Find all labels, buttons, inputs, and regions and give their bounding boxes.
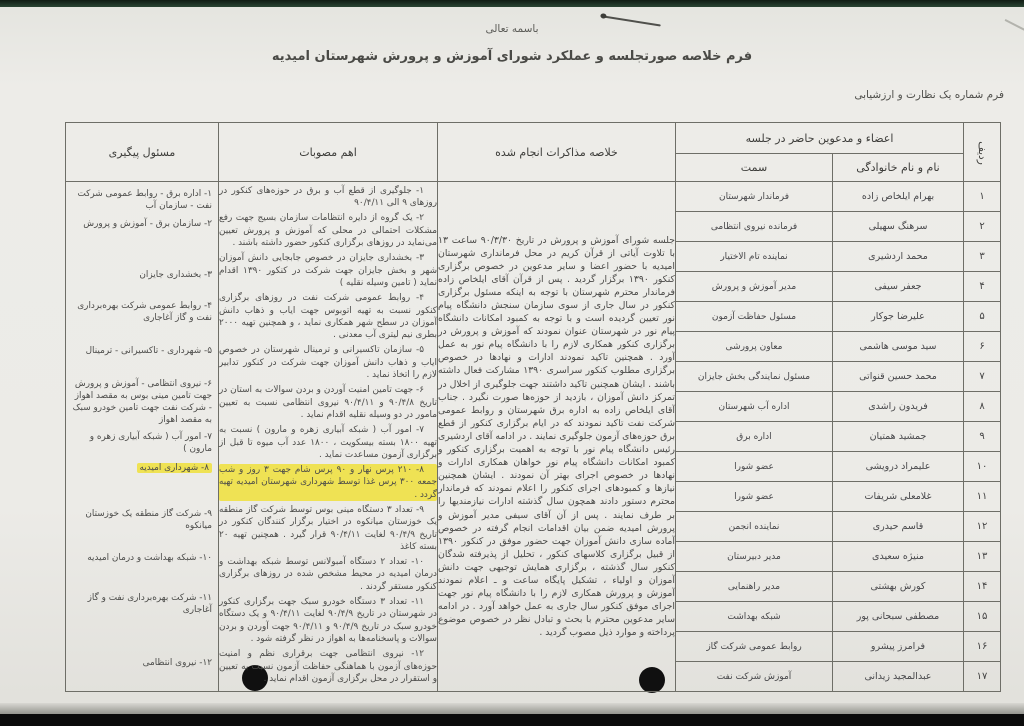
attendee-position: مدیر آموزش و پرورش (676, 272, 833, 302)
follow-up-item: ۱۲- نیروی انتظامی (142, 658, 212, 668)
attendee-position: روابط عمومی شرکت گاز (676, 632, 833, 662)
attendee-position: عضو شورا (676, 452, 833, 482)
resolution-item: ۱- جلوگیری از قطع آب و برق در حوزه‌های کنکور در روزهای ۹ الی ۹۰/۴/۱۱ (219, 185, 437, 209)
attendee-row-number: ۱۵ (964, 602, 1001, 632)
attendee-position: آموزش شرکت نفت (676, 662, 833, 692)
attendee-position: اداره برق (676, 422, 833, 452)
follow-up-item: ۷- امور آب ( شبکه آبیاری زهره و مارون ) (89, 432, 212, 454)
follow-up-item: ۳- بخشداری جایزان (139, 270, 212, 280)
scan-bottom-edge (0, 714, 1024, 726)
attendee-position: فرمانده نیروی انتظامی (676, 212, 833, 242)
attendee-row-number: ۱ (964, 182, 1001, 212)
resolution-item: ۳- بخشداری جایزان در خصوص جابجایی دانش آموزان شهر و بخش جایزان جهت شرکت در کنکور ۱۳۹۰ اقدام نماید ( تامین وسیله نقلیه ) (219, 253, 438, 288)
attendee-name: منیژه سعیدی (833, 542, 964, 572)
attendee-row-number: ۱۷ (964, 662, 1001, 692)
attendee-row-number: ۱۴ (964, 572, 1001, 602)
follow-up-item: ۶- نیروی انتظامی - آموزش و پرورش جهت تامین مینی بوس به مقصد اهواز - شرکت نفت جهت تامین خودرو سبک به مقصد اهواز (72, 379, 212, 425)
attendee-position: مسئول نمایندگی بخش جایزان (676, 362, 833, 392)
attendee-name: غلامعلی شریفات (833, 482, 964, 512)
attendee-row-number: ۶ (964, 332, 1001, 362)
attendee-name: علیرضا جوکار (833, 302, 964, 332)
resolution-item: ۲- یک گروه از دایره انتظامات سازمان بسیج جهت رفع مشکلات احتمالی در محلی که آموزش و پرورش تعیین می‌نماید در روزهای برگزاری کنکور حضور داشته باشند . (219, 213, 437, 249)
attendee-name: مصطفی سبحانی پور (833, 602, 964, 632)
resolution-item: ۴- روابط عمومی شرکت نفت در روزهای برگزاری کنکور نسبت به تهیه اتوبوس جهت ایاب و ذهاب دانش آموزان در سطح شهر همکاری نماید ، و همچنین تهیه ۲۰۰۰ بطری نیم لیتری آب معدنی . (219, 293, 437, 341)
follow-up-item: ۴- روابط عمومی شرکت بهره‌برداری نفت و گاز آغاجاری (77, 301, 212, 323)
follow-up-item-highlighted: ۸- شهرداری امیدیه (71, 462, 212, 474)
attendee-name: فرامرز پیشرو (833, 632, 964, 662)
header-attendees-group: اعضاء و مدعوین حاضر در جلسه (676, 123, 964, 154)
header-row-number: ردیف (964, 123, 1001, 182)
attendee-position: فرماندار شهرستان (676, 182, 833, 212)
attendee-row-number: ۲ (964, 212, 1001, 242)
resolutions-cell (219, 182, 438, 692)
table-row (66, 182, 1001, 212)
attendee-position: شبکه بهداشت (676, 602, 833, 632)
attendee-position: مسئول حفاظت آزمون (676, 302, 833, 332)
attendee-name: جمشید همتیان (833, 422, 964, 452)
form-number-label: فرم شماره یک نظارت و ارزشیابی (854, 89, 1004, 101)
attendee-name: عبدالمجید زیدانی (833, 662, 964, 692)
attendee-row-number: ۹ (964, 422, 1001, 452)
follow-up-item: ۵- شهرداری - تاکسیرانی - ترمینال (85, 346, 212, 356)
follow-up-item: ۹- شرکت گاز منطقه یک خوزستان میانکوه (85, 509, 212, 531)
attendee-name: قاسم حیدری (833, 512, 964, 542)
scan-top-edge (0, 0, 1024, 7)
attendee-name: جعفر سیفی (833, 272, 964, 302)
bismillah-text: باسمه تعالی (485, 23, 539, 35)
summary-text: جلسه شورای آموزش و پرورش در تاریخ ۹۰/۳/۳۰ ساعت ۱۳ با تلاوت آیاتی از قرآن کریم در محل فرمانداری شهرستان امیدیه با حضور اعضا و سایر مدعوین در خصوص برگزاری کنکور ۱۳۹۰ برگزار گردید . پس از قرآن آقای ایلخاص زاده فرماندار محترم شهرستان با توجه به اینکه مسئول برگزاری کنکور در سال جاری از سوی سازمان سنجش دانشگاه پیام نور تعیین گردیده است و با توجه به کمبود امکانات دانشگاه پیام نور در شهرستان عنوان نمودند که آموزش و پرورش در برگزاری کنکور همکاری لازم را با دانشگاه پیام نور به عمل آورد . همچنین تاکید نمودند ادارات و نهادها در خصوص برگزاری مطلوب کنکور سراسری ۱۳۹۰ مشارکت فعال داشته باشند . ایشان همچنین تاکید داشتند جهت جلوگیری از اخلال در تمرکز دانش آموزان ، بازدید از حوزه‌ها صورت نگیرد . جناب آقای ایلخاص زاده به اداره برق شهرستان و روابط عمومی شرکت نفت تاکید نمودند که در ایام برگزاری کنکور از قطع برق حوزه‌های آزمون جلوگیری نمایند . در ادامه آقای اردشیری رئیس دانشگاه پیام نور با توجه به اهمیت برگزاری کنکور و کمبود امکانات دانشگاه پیام نور خواهان همکاری ادارات و نهادها در خصوص اجرای بهتر آن نمودند . ایشان همچنین نیازها و کمبودهای اجرای کنکور را اعلام نمودند که فرماندار محترم دستور دادند همچون سال گذشته ادارات نیازمندیها را بر طرف نمایند . پس از آن آقای سیفی مدیر آموزش و پرورش امیدیه ضمن بیان اقدامات انجام گرفته در خصوص آماده سازی دانش آموزان جهت حضور موفق در کنکور ۱۳۹۰ از قبیل برگزاری کلاسهای کنکور ، تحلیل از پذیرفته شدگان کنکور سال گذشته ، برگزاری همایش توجیهی جهت دانش آموزان و اولیاء ، تشکیل پایگاه ساعت و ـ اعلام نمودند آموزش و پرورش همکاری لازم را با دانشگاه پیام نور جهت اجرای موفق کنکور سال جاری به عمل خواهد آورد . در ادامه سایر مدعوین محترم با بحث و تبادل نظر در خصوص موضوع پرداخته و موارد ذیل مصوب گردید . (438, 234, 675, 639)
attendee-row-number: ۱۳ (964, 542, 1001, 572)
summary-cell (438, 182, 676, 692)
page-title: فرم خلاصه صورتجلسه و عملکرد شورای آموزش و پرورش شهرستان امیدیه (271, 49, 753, 64)
attendee-position: معاون پرورشی (676, 332, 833, 362)
attendee-name: فریدون راشدی (833, 392, 964, 422)
attendee-row-number: ۷ (964, 362, 1001, 392)
resolution-item: ۵- سازمان تاکسیرانی و ترمینال شهرستان در خصوص ایاب و ذهاب دانش آموزان جهت شرکت در کنکور تدابیر لازم را اتخاذ نماید . (219, 345, 437, 381)
attendee-position: عضو شورا (676, 482, 833, 512)
attendee-position: مدیر دبیرستان (676, 542, 833, 572)
attendee-position: نماینده انجمن (676, 512, 833, 542)
resolution-item: ۱۲- نیروی انتظامی جهت برقراری نظم و امنیت حوزه‌های آزمون با هماهنگی حفاظت آزمون نسبت به تعیین و استقرار در محل برگزاری آزمون اقدام نماید . (219, 649, 437, 684)
attendee-name: بهرام ایلخاص زاده (833, 182, 964, 212)
resolution-item: ۹- تعداد ۳ دستگاه مینی بوس توسط شرکت گاز منطقه یک خوزستان میانکوه در اختیار برگزار کنندگان کنکور در تاریخ ۹۰/۴/۹ لغایت ۹۰/۴/۱۱ قرار گیرد . همچنین تهیه ۲۰ بسته کاغذ (219, 504, 437, 552)
header-position: سمت (676, 154, 833, 182)
attendee-name: سرهنگ سهیلی (833, 212, 964, 242)
attendee-name: علیمراد درویشی (833, 452, 964, 482)
header-summary: خلاصه مذاکرات انجام شده (438, 123, 676, 182)
resolution-item: ۷- امور آب ( شبکه آبیاری زهره و مارون ) نسبت به تهیه ۱۸۰۰ بسته بیسکویت ، ۱۸۰۰ عدد آب میوه تا قبل از برگزاری آزمون مساعدت نماید . (219, 425, 437, 460)
attendee-row-number: ۱۲ (964, 512, 1001, 542)
attendee-position: نماینده تام الاختیار (676, 242, 833, 272)
attendee-row-number: ۱۱ (964, 482, 1001, 512)
attendee-position: مدیر راهنمایی (676, 572, 833, 602)
attendee-name: محمد اردشیری (833, 242, 964, 272)
header-follow-up: مسئول پیگیری (66, 123, 219, 182)
resolution-item: ۱۰- تعداد ۲ دستگاه آمبولانس توسط شبکه بهداشت و درمان امیدیه در محیط مشخص شده در روزهای برگزاری کنکور مستقر گردند . (219, 557, 437, 592)
resolution-item: ۱۱- تعداد ۳ دستگاه خودرو سبک جهت برگزاری کنکور در شهرستان در تاریخ ۹۰/۴/۹ لغایت ۹۰/۴/۱۱ و یک دستگاه خودرو سبک در تاریخ ۹۰/۴/۹ و ۹۰/۴/۱۱ جهت آوردن و بردن سوالات و پاسخنامه‌ها به اهواز در نظر گرفته شود . (219, 597, 437, 644)
attendee-row-number: ۱۶ (964, 632, 1001, 662)
follow-up-item: ۱- اداره برق - روابط عمومی شرکت نفت - سازمان آب (77, 189, 212, 211)
follow-up-item: ۲- سازمان برق - آموزش و پرورش (83, 219, 212, 229)
minutes-table (65, 122, 1001, 692)
resolution-item-highlighted: ۸- ۲۱۰ پرس نهار و ۹۰ پرس شام جهت ۳ روز و شب جمعه ۳۰۰ پرس غذا توسط شهرداری شهرستان امیدیه تهیه گردد . (219, 465, 438, 500)
header-resolutions: اهم مصوبات (219, 123, 438, 182)
resolution-item: ۶- جهت تامین امنیت آوردن و بردن سوالات به استان در تاریخ ۹۰/۴/۸ و ۹۰/۴/۱۱ نیروی انتظامی نسبت به تعیین مامور در دو وسیله نقلیه اقدام نماید . (219, 385, 438, 420)
attendee-name: محمد حسین قنواتی (833, 362, 964, 392)
header-name: نام و نام خانوادگی (833, 154, 964, 182)
attendee-position: اداره آب شهرستان (676, 392, 833, 422)
attendee-name: کورش بهشتی (833, 572, 964, 602)
attendee-row-number: ۵ (964, 302, 1001, 332)
attendee-row-number: ۱۰ (964, 452, 1001, 482)
follow-up-item: ۱۰- شبکه بهداشت و درمان امیدیه (87, 553, 212, 563)
follow-up-item: ۱۱- شرکت بهره‌برداری نفت و گاز آغاجاری (87, 593, 212, 615)
follow-up-cell (66, 182, 219, 692)
attendee-row-number: ۳ (964, 242, 1001, 272)
attendee-row-number: ۴ (964, 272, 1001, 302)
attendee-name: سید موسی هاشمی (833, 332, 964, 362)
attendee-row-number: ۸ (964, 392, 1001, 422)
